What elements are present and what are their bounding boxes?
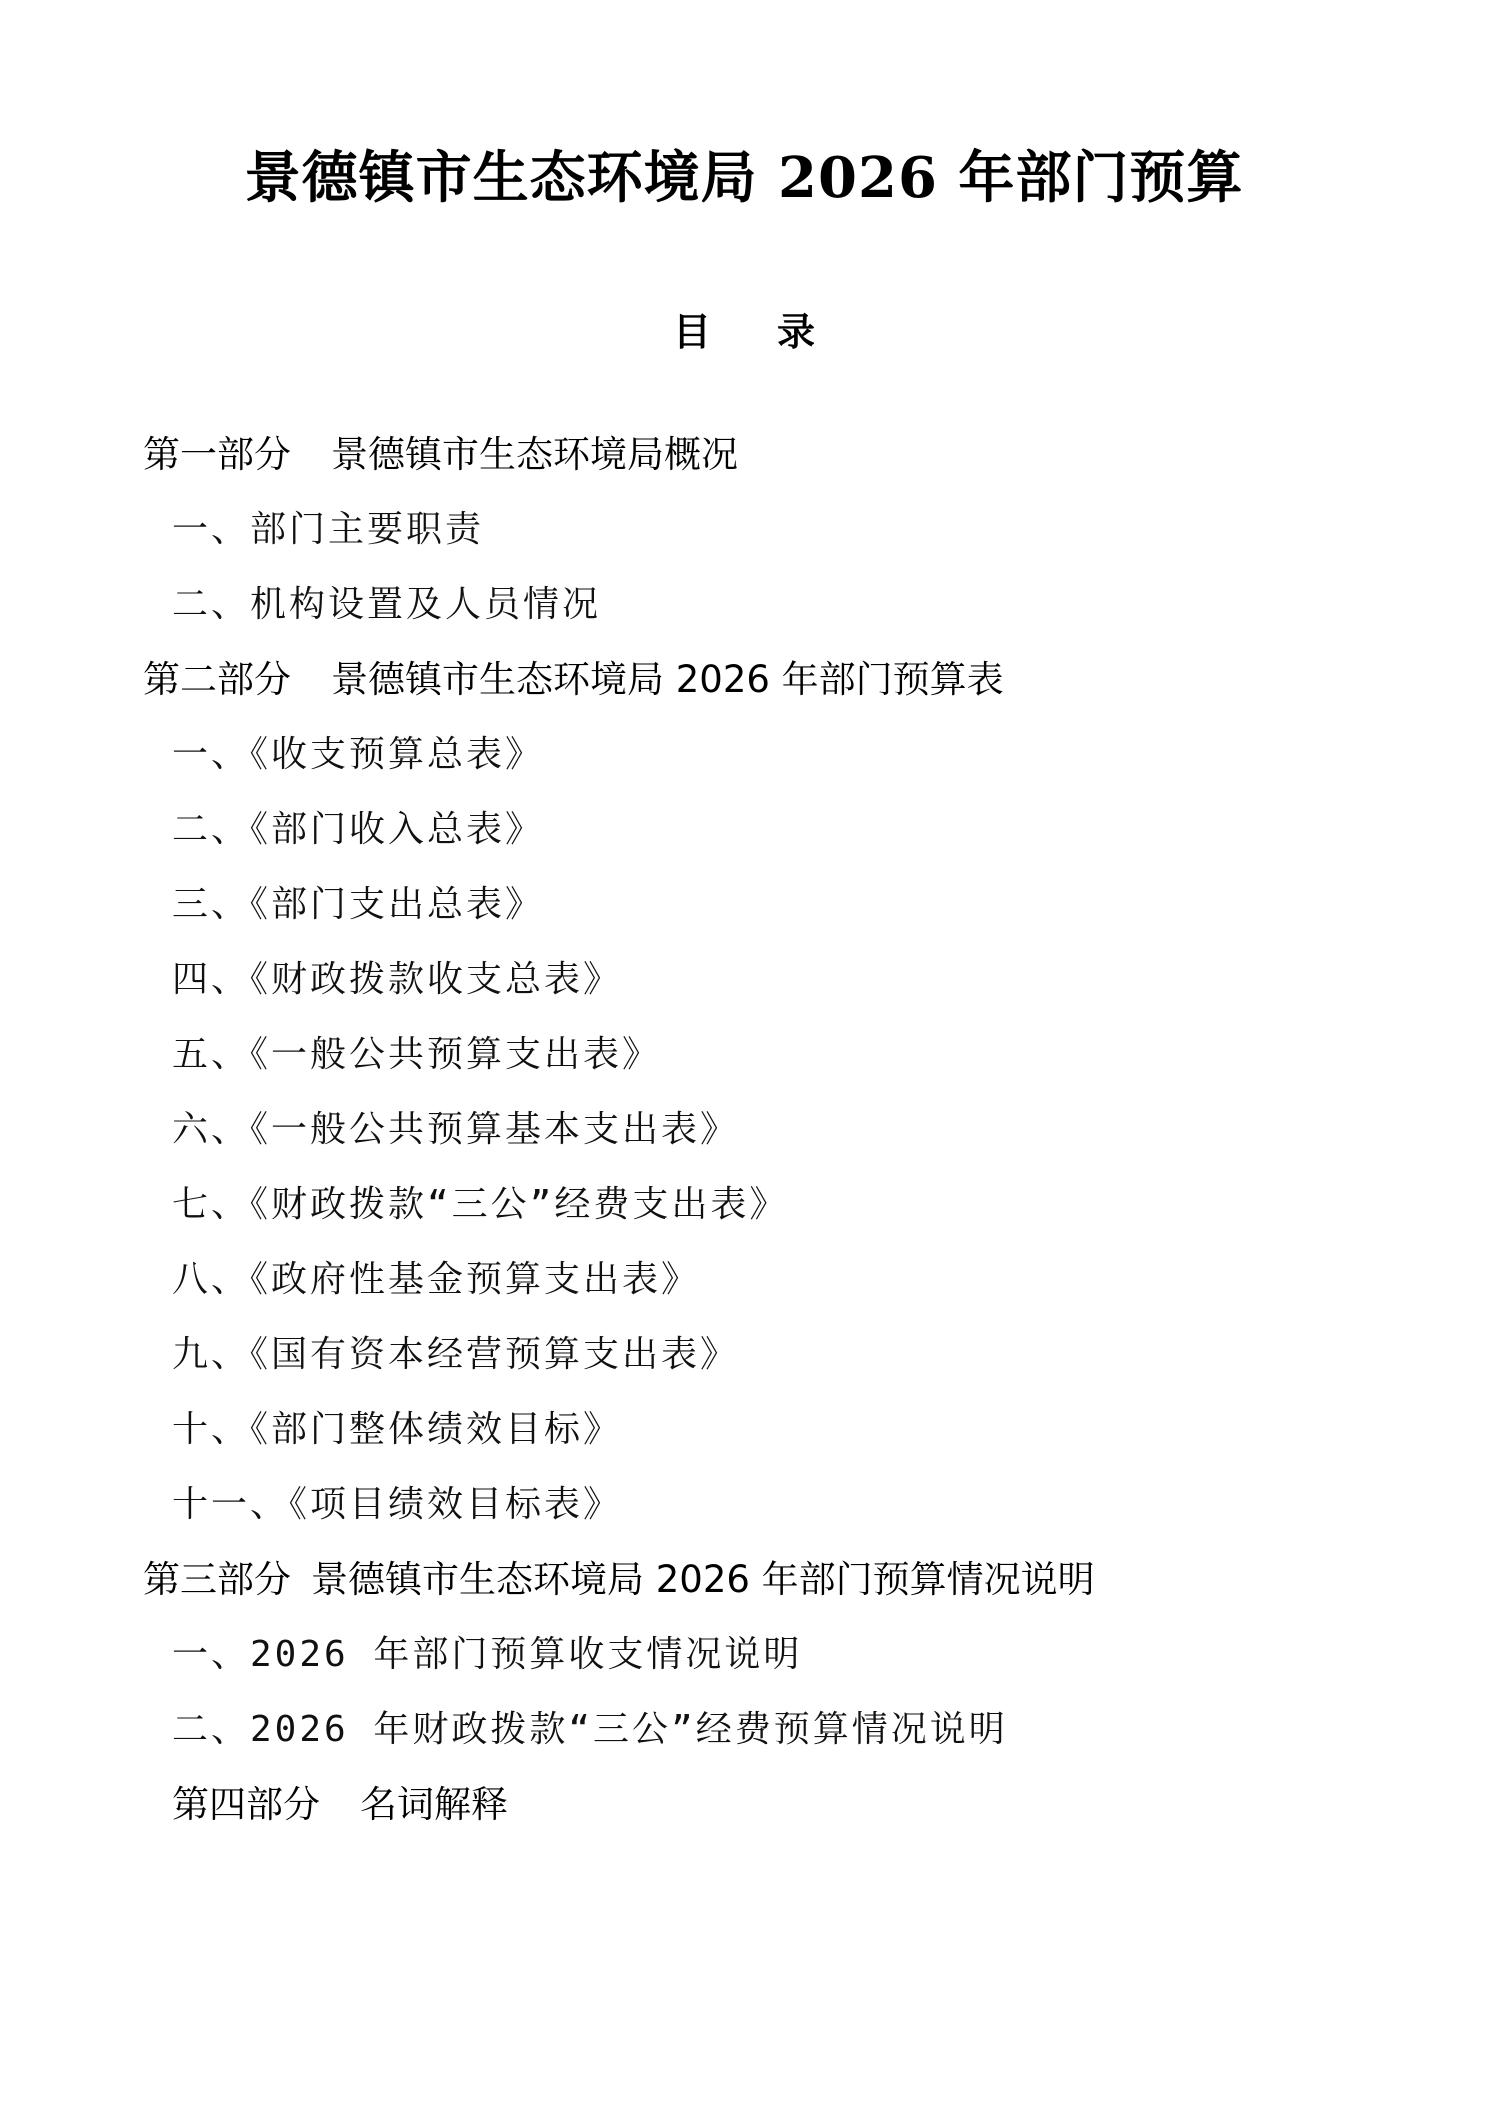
toc-item[interactable]: 七、《财政拨款“三公”经费支出表》 xyxy=(172,1184,789,1225)
document-title: 景德镇市生态环境局 2026 年部门预算 xyxy=(244,145,1244,211)
toc-item[interactable]: 十、《部门整体绩效目标》 xyxy=(172,1409,623,1450)
toc-item[interactable]: 四、《财政拨款收支总表》 xyxy=(172,959,623,1000)
toc-item[interactable]: 一、《收支预算总表》 xyxy=(172,734,545,775)
toc-part-number: 第一部分 xyxy=(143,433,291,476)
toc-item[interactable]: 一、2026 年部门预算收支情况说明 xyxy=(172,1634,803,1675)
toc-item[interactable]: 二、《部门收入总表》 xyxy=(172,809,545,850)
toc-part-title: 景德镇市生态环境局概况 xyxy=(331,433,738,476)
toc-part-4[interactable] xyxy=(172,1780,508,1830)
toc-part-number: 第三部分 xyxy=(143,1558,291,1601)
toc-part-number: 第二部分 xyxy=(143,658,291,701)
toc-item[interactable]: 八、《政府性基金预算支出表》 xyxy=(172,1259,701,1300)
toc-item[interactable]: 三、《部门支出总表》 xyxy=(172,884,545,925)
toc-part-2[interactable] xyxy=(143,655,1004,705)
toc-part-3[interactable] xyxy=(143,1555,1095,1605)
toc-part-number: 第四部分 xyxy=(172,1783,320,1826)
toc-part-1[interactable] xyxy=(143,430,738,480)
toc-part-title: 名词解释 xyxy=(360,1783,508,1826)
toc-part-title: 景德镇市生态环境局 2026 年部门预算情况说明 xyxy=(311,1558,1095,1601)
toc-item[interactable]: 一、部门主要职责 xyxy=(172,509,485,550)
toc-item[interactable]: 六、《一般公共预算基本支出表》 xyxy=(172,1109,740,1150)
toc-item[interactable]: 二、2026 年财政拨款“三公”经费预算情况说明 xyxy=(172,1709,1008,1750)
toc-item[interactable]: 十一、《项目绩效目标表》 xyxy=(172,1484,623,1525)
toc-part-title: 景德镇市生态环境局 2026 年部门预算表 xyxy=(331,658,1004,701)
toc-item[interactable]: 九、《国有资本经营预算支出表》 xyxy=(172,1334,740,1375)
toc-item[interactable]: 二、机构设置及人员情况 xyxy=(172,584,602,625)
toc-heading: 目录 xyxy=(672,310,881,354)
toc-item[interactable]: 五、《一般公共预算支出表》 xyxy=(172,1034,662,1075)
